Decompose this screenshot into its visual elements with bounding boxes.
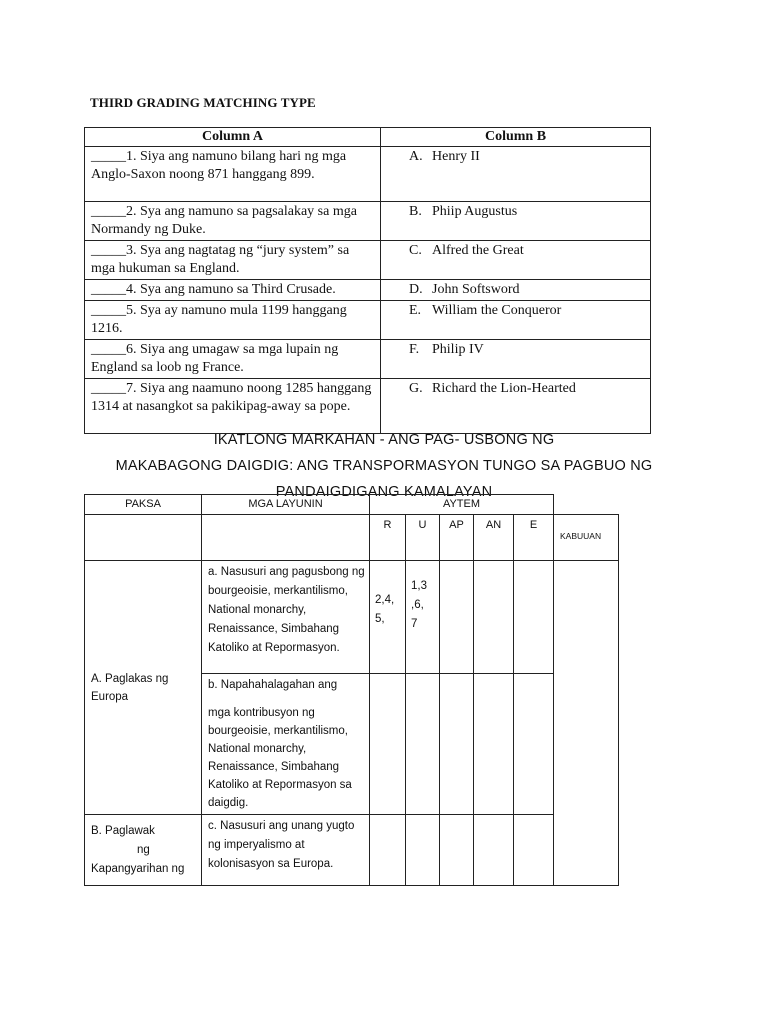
empty-cell	[474, 815, 514, 886]
table-row	[85, 340, 651, 379]
empty-cell	[440, 815, 474, 886]
specification-table	[84, 494, 619, 886]
section-heading-line: MAKABAGONG DAIGDIG: ANG TRANSPORMASYON TUNGO SA PAGBUO NG	[115, 458, 653, 474]
empty-cell	[370, 674, 406, 815]
table-row	[85, 202, 651, 241]
empty-cell	[514, 561, 554, 674]
answer-text: Alfred the Great	[432, 243, 524, 258]
objective-a: a. Nasusuri ang pagusbong ng bourgeoisie, merkantilismo, National monarchy, Renaissance, Simbahang Katoliko at Repormasyon.	[202, 561, 370, 674]
column-a-header: Column A	[85, 128, 381, 147]
kabuuan-cell	[554, 561, 619, 886]
answer-text: William the Conqueror	[432, 303, 562, 318]
answer-letter: A.	[409, 149, 423, 164]
empty-cell	[440, 561, 474, 674]
question-6: _____6. Siya ang umagaw sa mga lupain ng England sa loob ng France.	[85, 340, 381, 379]
page-title: THIRD GRADING MATCHING TYPE	[90, 95, 316, 110]
empty-cell	[370, 815, 406, 886]
answer-letter: G.	[409, 381, 423, 396]
empty-cell	[474, 674, 514, 815]
objective-b-first-line: b. Napahahalagahan ang	[208, 679, 338, 691]
answer-letter: D.	[409, 282, 423, 297]
item-number: 2,4,	[375, 594, 395, 606]
topic-b-line: Kapangyarihan ng	[91, 863, 185, 875]
question-2: _____2. Sya ang namuno sa pagsalakay sa mga Normandy ng Duke.	[85, 202, 381, 241]
table-row	[85, 280, 651, 301]
table-row	[85, 147, 651, 202]
empty-cell	[406, 815, 440, 886]
answer-text: Philip IV	[432, 342, 484, 357]
question-3: _____3. Sya ang nagtatag ng “jury system” sa mga hukuman sa England.	[85, 241, 381, 280]
question-4: _____4. Sya ang namuno sa Third Crusade.	[85, 280, 381, 301]
section-heading-line: PANDAIGDIGANG KAMALAYAN	[275, 484, 493, 500]
empty-cell	[406, 674, 440, 815]
objective-b-rest: mga kontribusyon ng bourgeoisie, merkantilismo, National monarchy, Renaissance, Simbahang Katoliko at Repormasyon sa daigdig.	[208, 707, 352, 809]
section-heading-line: IKATLONG MARKAHAN - ANG PAG- USBONG NG	[213, 432, 555, 448]
question-5: _____5. Sya ay namuno mula 1199 hanggang 1216.	[85, 301, 381, 340]
item-number: ,6,	[411, 599, 424, 611]
table-row	[85, 815, 619, 886]
answer-letter: B.	[409, 204, 422, 219]
table-row	[85, 241, 651, 280]
topic-a: A. Paglakas ng Europa	[85, 561, 202, 815]
aytem-header: AYTEM	[370, 495, 554, 515]
answer-f	[381, 340, 651, 379]
answer-d	[381, 280, 651, 301]
item-number: 5,	[375, 613, 385, 625]
answer-a	[381, 147, 651, 202]
answer-letter: E.	[409, 303, 422, 318]
topic-b-line: B. Paglawak	[91, 825, 155, 837]
empty-cell	[474, 561, 514, 674]
empty-cell	[514, 674, 554, 815]
answer-b	[381, 202, 651, 241]
empty-cell	[202, 515, 370, 561]
paksa-header: PAKSA	[85, 495, 202, 515]
topic-b	[85, 815, 202, 886]
objective-b	[202, 674, 370, 815]
topic-b-line: ng	[137, 844, 150, 856]
empty-header-cell	[554, 495, 619, 515]
column-b-header: Column B	[381, 128, 651, 147]
level-r: R	[370, 515, 406, 561]
question-1: _____1. Siya ang namuno bilang hari ng mga Anglo-Saxon noong 871 hanggang 899.	[85, 147, 381, 202]
kabuuan-label	[554, 515, 619, 561]
items-r	[370, 561, 406, 674]
level-u: U	[406, 515, 440, 561]
empty-cell	[440, 674, 474, 815]
empty-cell	[85, 515, 202, 561]
answer-letter: C.	[409, 243, 422, 258]
items-u	[406, 561, 440, 674]
question-7: _____7. Siya ang naamuno noong 1285 hanggang 1314 at nasangkot sa pakikipag-away sa pope.	[85, 379, 381, 434]
answer-g	[381, 379, 651, 434]
answer-text: Phiip Augustus	[432, 204, 518, 219]
answer-text: Richard the Lion-Hearted	[432, 381, 576, 396]
answer-c	[381, 241, 651, 280]
level-ap: AP	[440, 515, 474, 561]
item-number: 1,3	[411, 580, 427, 592]
answer-text: Henry II	[432, 149, 480, 164]
layunin-header: MGA LAYUNIN	[202, 495, 370, 515]
empty-cell	[514, 815, 554, 886]
answer-e	[381, 301, 651, 340]
table-row	[85, 301, 651, 340]
level-e: E	[514, 515, 554, 561]
kabuuan-text: KABUUAN	[560, 531, 602, 541]
level-an: AN	[474, 515, 514, 561]
matching-table	[84, 127, 651, 434]
answer-letter: F.	[409, 342, 420, 357]
answer-text: John Softsword	[432, 282, 520, 297]
table-row	[85, 379, 651, 434]
item-number: 7	[411, 618, 418, 630]
table-row	[85, 561, 619, 674]
objective-c: c. Nasusuri ang unang yugto ng imperyalismo at kolonisasyon sa Europa.	[202, 815, 370, 886]
